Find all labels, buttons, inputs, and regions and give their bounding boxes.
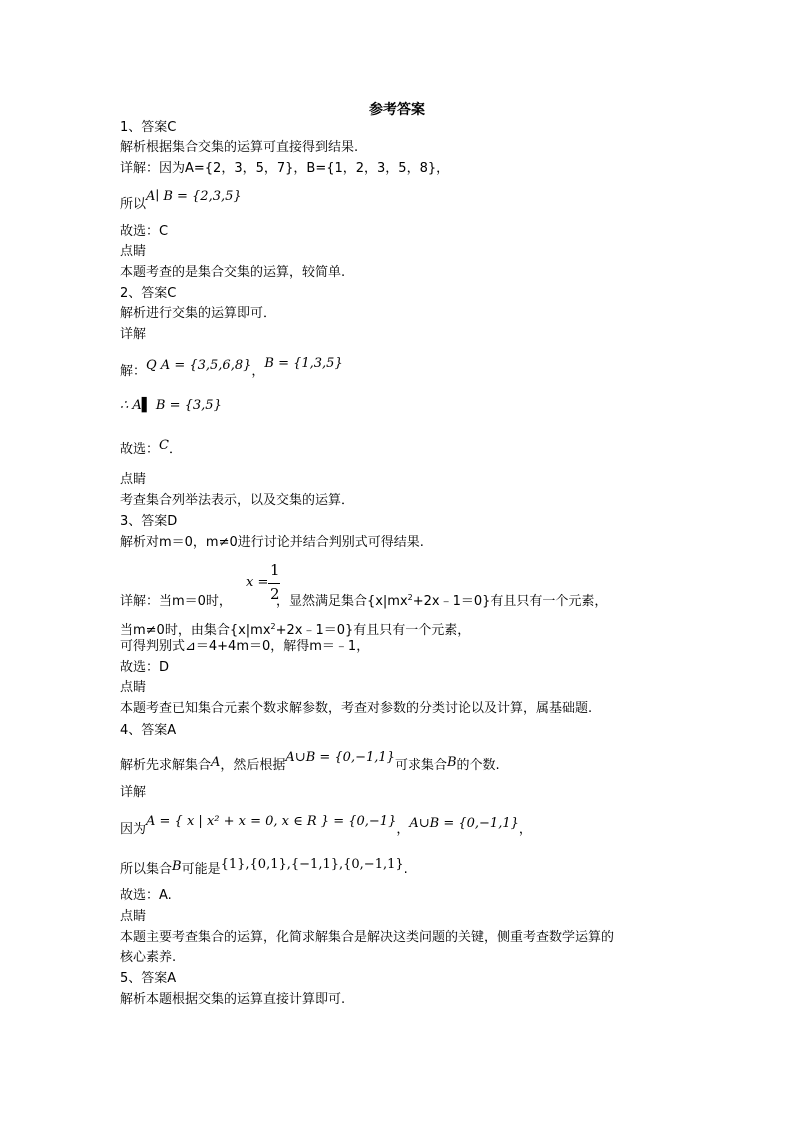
q4-analysis-part-d: 的个数. — [456, 758, 500, 773]
q1-conclusion-prefix: 所以 — [120, 197, 147, 212]
q4-detail-heading: 详解 — [120, 785, 147, 800]
q4-analysis-part-c: 可求集合 — [394, 758, 447, 773]
q3-choice: 故选：D — [120, 660, 170, 675]
q3-comment: 本题考查已知集合元素个数求解参数，考查对参数的分类讨论以及计算，属基础题. — [120, 701, 593, 716]
q3-comment-heading: 点睛 — [120, 680, 147, 695]
q3-fraction-lhs: x = — [246, 575, 269, 590]
q2-set-a-formula: Q A = {3,5,6,8} — [146, 358, 252, 373]
q4-analysis-formula-union: A∪B = {0,−1,1} — [285, 750, 395, 765]
q1-conclusion — [120, 189, 242, 213]
q3-fraction-numerator: 1 — [270, 561, 280, 579]
q3-line2-part-a: 当m≠0时，由集合{x|mx — [120, 623, 271, 638]
q4-comment-line1: 本题主要考查集合的运算，化简求解集合是解决这类问题的关键，侧重考查数学运算的 — [120, 930, 615, 945]
q2-choice-formula: C — [159, 438, 169, 453]
q4-possible-sets — [120, 857, 408, 878]
q1-choice: 故选：C — [120, 224, 169, 239]
q2-solution — [120, 356, 343, 380]
q4-comment-heading: 点睛 — [120, 909, 147, 924]
q4-union-formula: A∪B = {0,−1,1} — [409, 816, 519, 831]
q3-line2-superscript: 2 — [270, 622, 276, 631]
q1-comment: 本题考查的是集合交集的运算，较简单. — [120, 265, 346, 280]
q3-line2 — [120, 619, 470, 639]
q2-comment-heading: 点睛 — [120, 472, 147, 487]
q3-line3: 可得判别式⊿＝4+4m＝0，解得m＝﹣1， — [120, 639, 370, 654]
q2-answer: 2、答案C — [120, 286, 177, 301]
q2-detail-heading: 详解 — [120, 327, 147, 342]
q4-because-prefix: 因为 — [120, 822, 147, 837]
q4-comma-2: ， — [518, 822, 532, 837]
q5-answer: 5、答案A — [120, 971, 177, 986]
q3-detail — [120, 590, 607, 610]
q4-analysis-part-b: ，然后根据 — [220, 758, 286, 773]
q2-set-b-formula: B = {1,3,5} — [264, 356, 343, 371]
q1-analysis: 解析根据集合交集的运算可直接得到结果. — [120, 140, 359, 155]
q2-choice-prefix: 故选： — [120, 442, 160, 457]
q3-detail-part-c: +2x﹣1＝0}有且只有一个元素， — [412, 594, 608, 609]
q4-analysis-formula-a: A — [211, 755, 221, 770]
q3-fraction-bar — [268, 583, 280, 584]
q2-comment: 考查集合列举法表示，以及交集的运算． — [120, 493, 355, 508]
q3-detail-part-b: ，显然满足集合{x|mx — [275, 594, 408, 609]
q3-answer: 3、答案D — [120, 514, 178, 529]
q2-solution-prefix: 解： — [120, 364, 147, 379]
q1-answer: 1、答案C — [120, 120, 177, 135]
q4-analysis-formula-b: B — [446, 755, 457, 770]
q4-analysis-part-a: 解析先求解集合 — [120, 758, 212, 773]
q4-comment-line2: 核心素养. — [120, 950, 177, 965]
q4-choice: 故选：A. — [120, 888, 172, 903]
q4-analysis — [120, 750, 500, 774]
q1-comment-heading: 点睛 — [120, 244, 147, 259]
q3-line2-part-b: +2x﹣1＝0}有且只有一个元素， — [275, 623, 471, 638]
page-title: 参考答案 — [369, 102, 425, 118]
q4-possible-part-b: 可能是 — [181, 862, 221, 877]
q3-detail-part-a: 详解：当m＝0时， — [120, 594, 232, 609]
q2-choice — [120, 438, 182, 458]
q2-therefore-formula: ∴ A▌ B = {3,5} — [120, 398, 222, 413]
q4-answer: 4、答案A — [120, 723, 177, 738]
q1-detail: 详解：因为A={2，3，5，7}，B={1，2，3，5，8}， — [120, 161, 450, 176]
q4-possible-formula-b: B — [172, 859, 182, 874]
q5-analysis: 解析本题根据交集的运算直接计算即可. — [120, 992, 346, 1007]
q3-analysis: 解析对m＝0，m≠0进行讨论并结合判别式可得结果. — [120, 535, 424, 550]
q3-detail-superscript: 2 — [407, 593, 413, 602]
q4-comma: ， — [396, 822, 410, 837]
q3-fraction-denominator: 2 — [270, 585, 280, 603]
q2-analysis: 解析进行交集的运算即可． — [120, 306, 277, 321]
q2-choice-suffix: ． — [168, 442, 182, 457]
q4-possible-part-a: 所以集合 — [120, 862, 173, 877]
q2-comma: ， — [251, 364, 265, 379]
q4-period: . — [403, 862, 408, 877]
q1-conclusion-formula: A∣ B = {2,3,5} — [146, 189, 242, 204]
q4-set-a-formula: A = { x | x² + x = 0, x ∈ R } = {0,−1} — [146, 814, 397, 829]
q4-because — [120, 814, 532, 838]
q4-possible-sets-formula: {1},{0,1},{−1,1},{0,−1,1} — [220, 857, 404, 872]
